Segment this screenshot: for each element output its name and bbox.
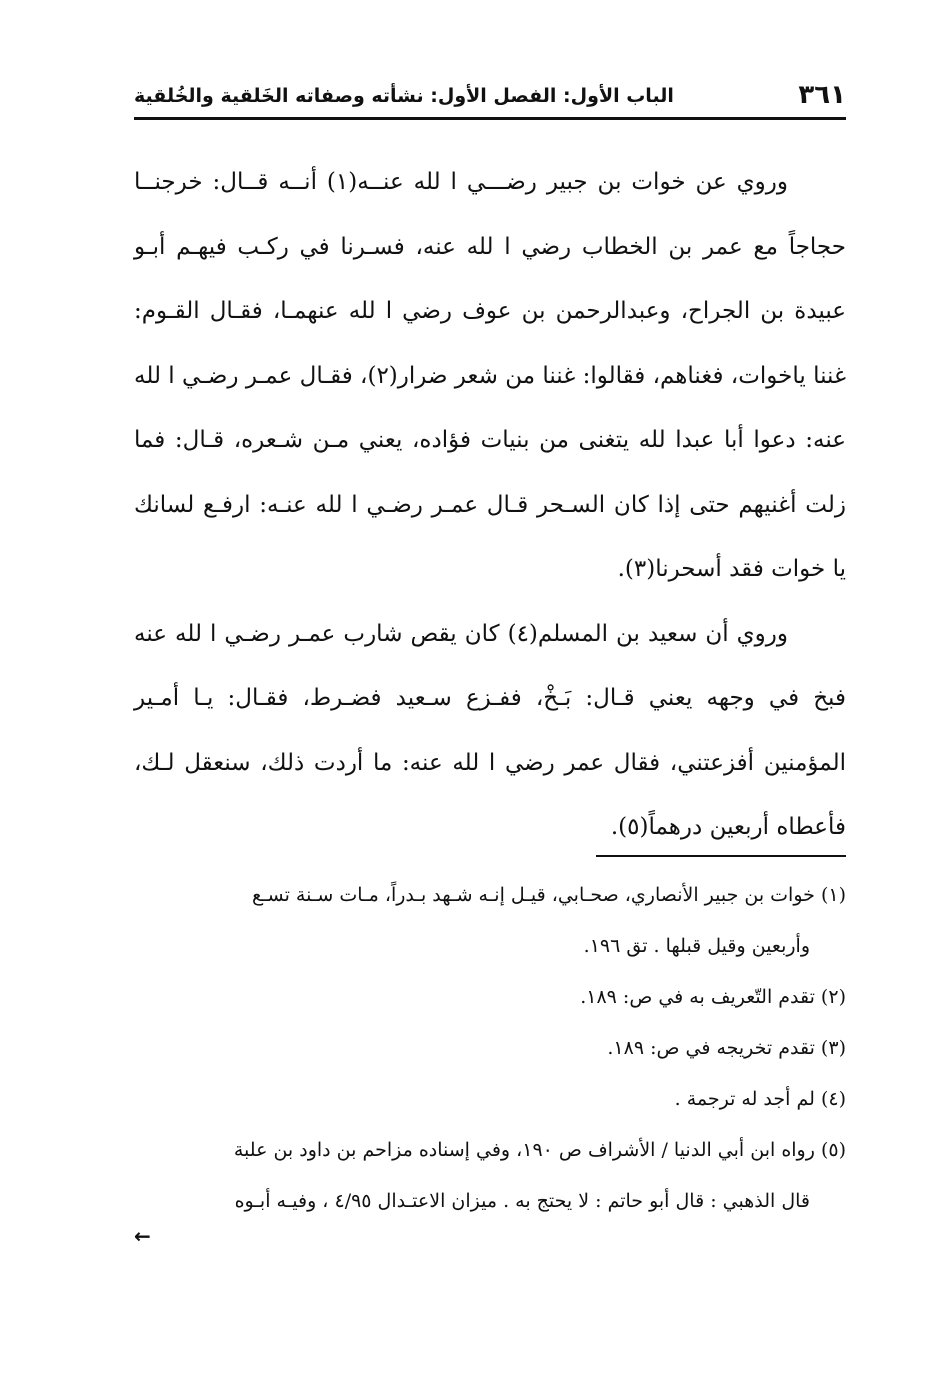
main-text (134, 150, 846, 860)
footnote-1 (134, 870, 846, 972)
footnote-2: (٢) تقدم التّعريف به في ص: ١٨٩. (580, 986, 846, 1008)
footnote-1-line-1: (١) خوات بن جبير الأنصاري، صحـابي، قيـل إنـه شـهد بـدراً، مـات سـنة تسـع (251, 884, 846, 906)
paragraph-2: وروي أن سعيد بن المسلم(٤) كان يقص شارب عمـر رضـي ا لله عنه فبخ في وجهه يعني قـال: بَـخْ، ففـزع سـعيد فضـرط، فقـال: يـا أمـير المؤمنين أفزعتني، فقال عمر رضي ا لله عنه: ما أردت ذلك، سنعقل لـك، فأعطاه أربعين درهماً(٥). (134, 620, 846, 840)
footnote-separator (596, 855, 846, 857)
footnote-3 (134, 1023, 846, 1074)
page-number: ٣٦١ (798, 80, 846, 110)
paragraph-1: وروي عن خوات بن جبير رضـــي ا لله عنــه(١) أنــه قــال: خرجنــا حجاجاً مع عمر بن الخطاب رضي ا لله عنه، فسـرنا في ركـب فيهـم أبـو عبيدة بن الجراح، وعبدالرحمن بن عوف رضي ا لله عنهمـا، فقـال القـوم: غننا ياخوات، فغناهم، فقالوا: غننا من شعر ضرار(٢)، فقـال عمـر رضـي ا لله عنه: دعوا أبا عبدا لله يتغنى من بنيات فؤاده، يعني مـن شـعره، قـال: فما زلت أغنيهم حتى إذا كان السـحر قـال عمـر رضـي ا لله عنـه: ارفـع لسانك يا خوات فقد أسحرنا(٣). (134, 169, 846, 582)
header-rule (134, 117, 846, 120)
footnote-3-text: (٣) تقدم تخريجه في ص: ١٨٩. (607, 1037, 846, 1059)
footnote-4: (٤) لم أجد له ترجمة . (674, 1088, 846, 1110)
footnote-1-line-2: وأربعين وقيل قبلها . تق ١٩٦. (583, 935, 810, 957)
footnotes (134, 870, 846, 1227)
footnote-5-line-1: (٥) رواه ابن أبي الدنيا / الأشراف ص ١٩٠، وفي إسناده مزاحم بن داود بن علبة (233, 1139, 846, 1161)
page-header (134, 78, 846, 114)
footnote-5-line-2: قال الذهبي : قال أبو حاتم : لا يحتج به . ميزان الاعتـدال ٤/٩٥ ، وفيـه أبـوه (234, 1190, 810, 1212)
footnote-5 (134, 1125, 846, 1227)
continuation-arrow-icon: ← (134, 1224, 151, 1248)
running-title: الباب الأول: الفصل الأول: نشأته وصفاته الخَلقية والخُلقية (134, 85, 674, 107)
